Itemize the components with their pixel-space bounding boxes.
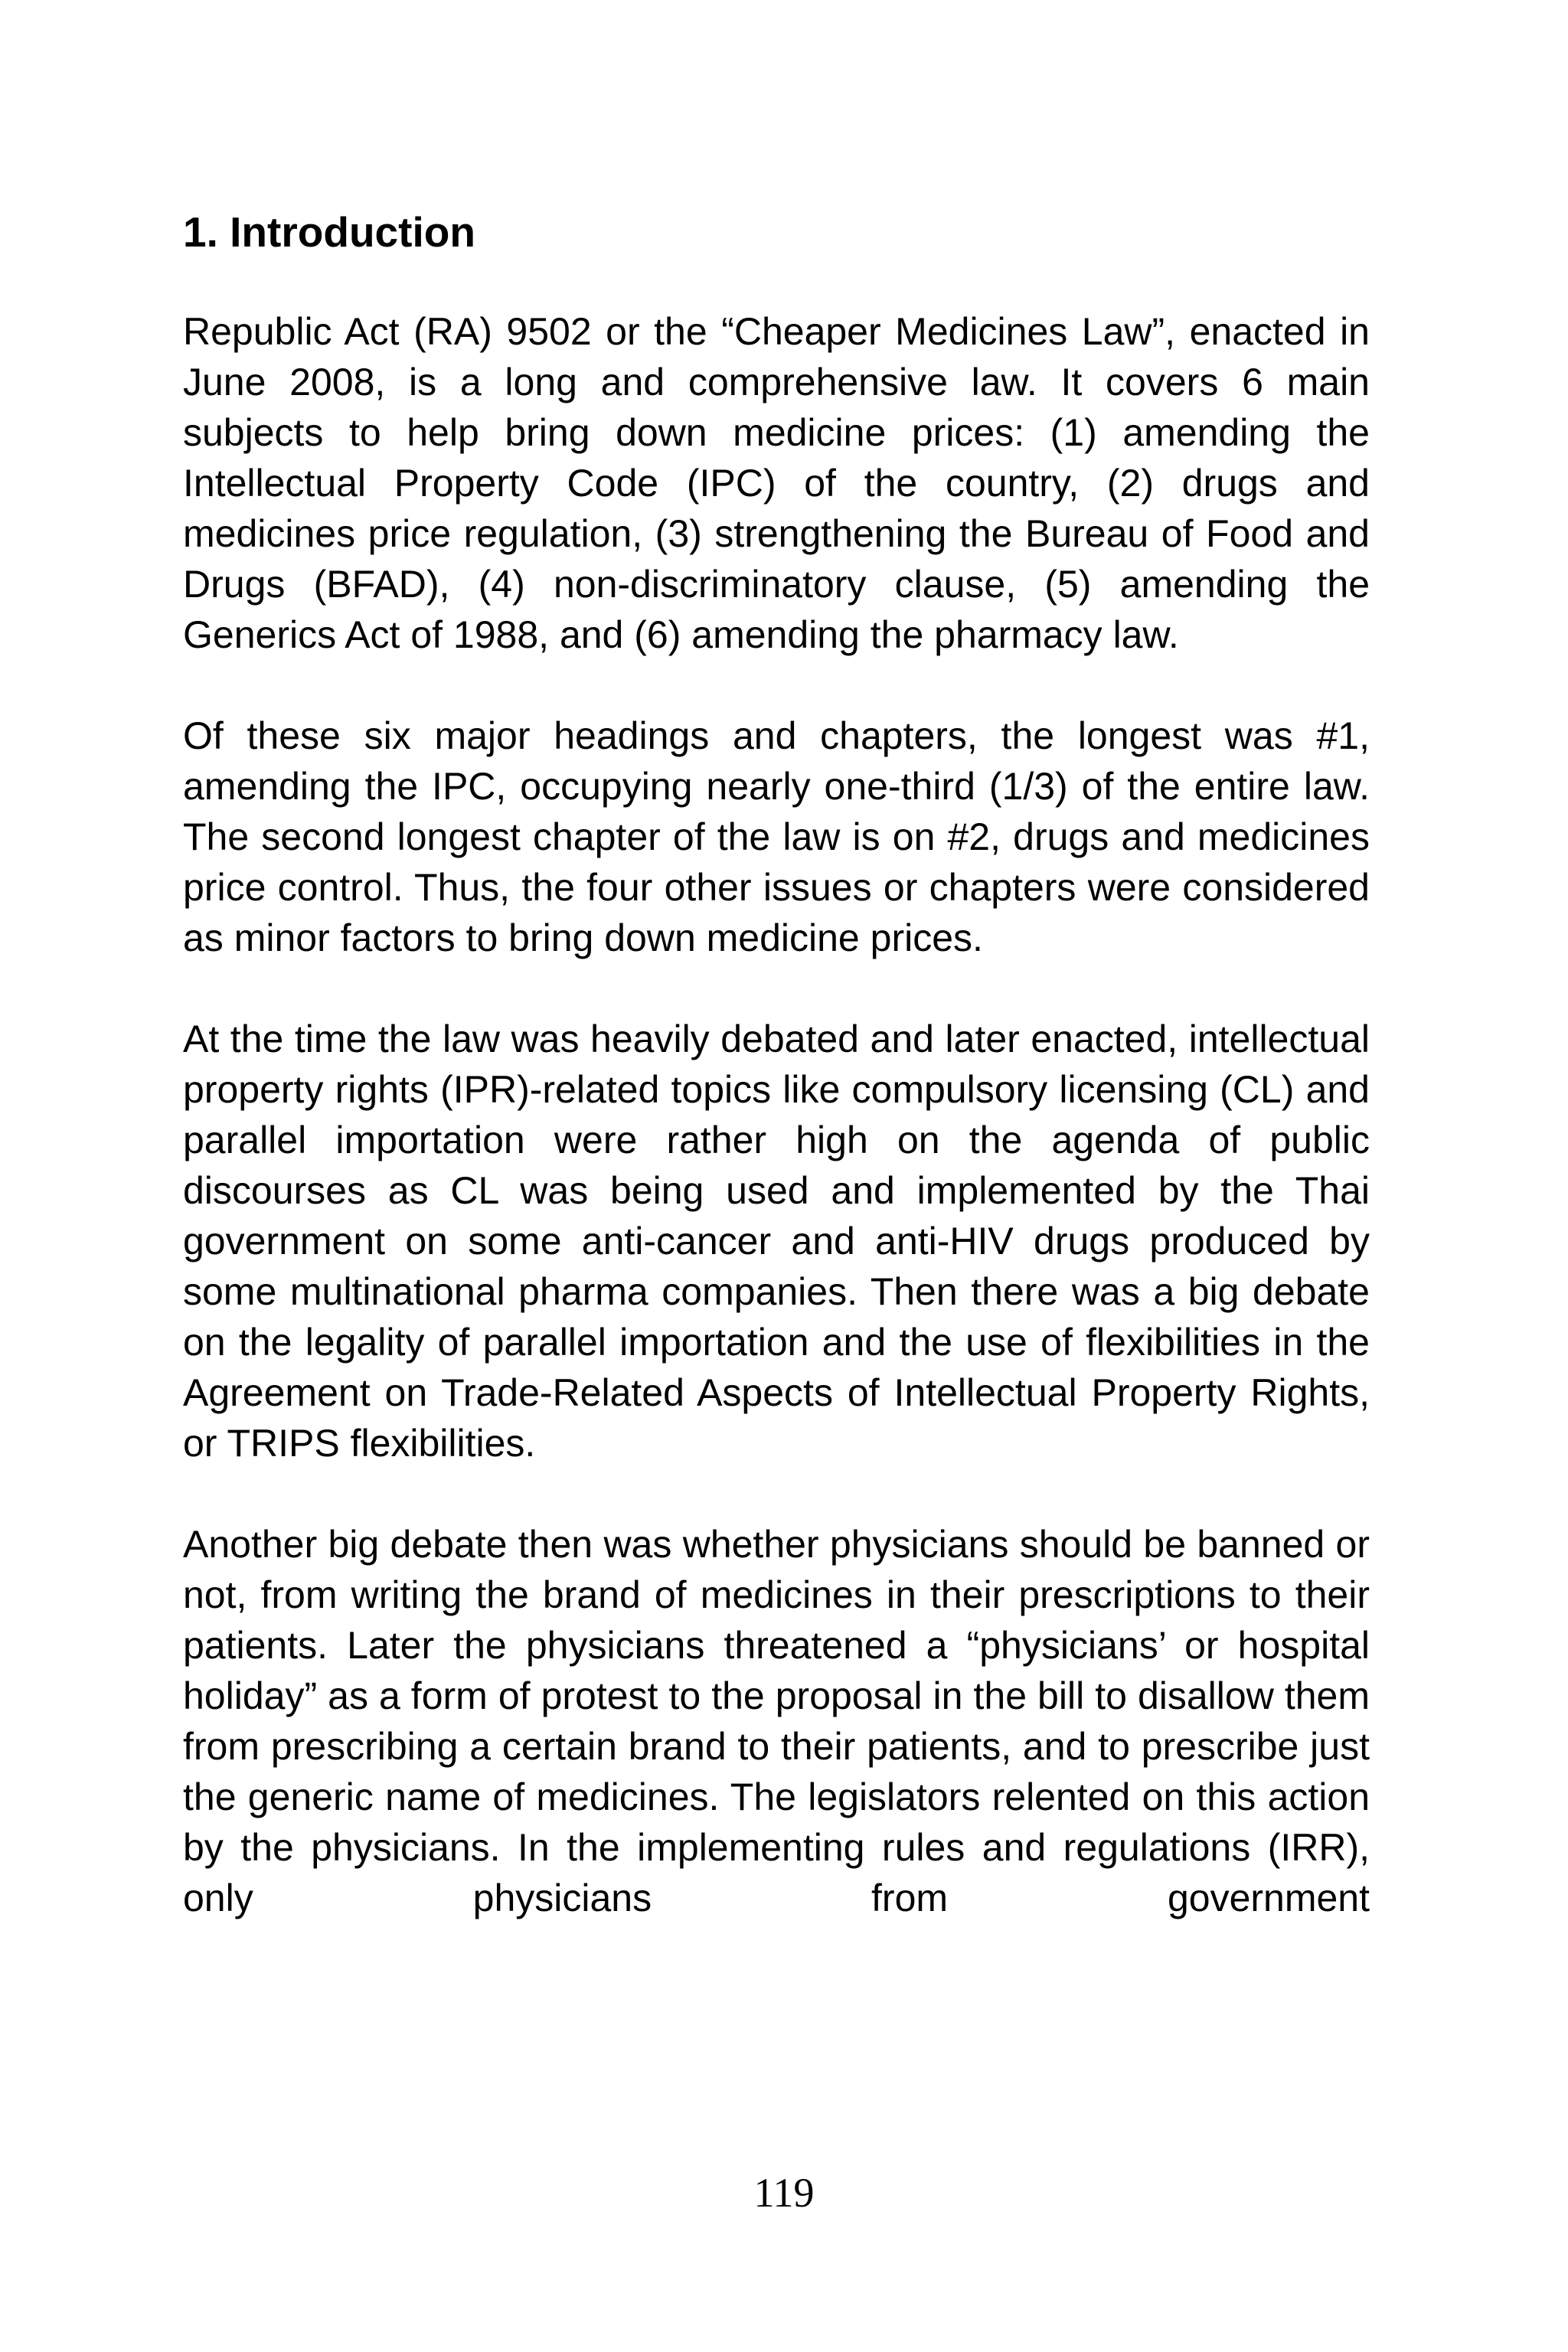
paragraph-physicians-debate: Another big debate then was whether physicians should be banned or not, from writing the brand of medicines in their prescriptions to their patients. Later the physicians threatened a “physicians’ or hospital holiday” as a form of protest to the proposal in the bill to disallow them from prescribing a certain brand to their patients, and to prescribe just the generic name of medicines. The legislators relented on this action by the physicians. In the implementing rules and regulations (IRR), only physicians from government (183, 1523, 1370, 1919)
page-number: 119 (753, 2170, 815, 2216)
paragraph-intro: Republic Act (RA) 9502 or the “Cheaper Medicines Law”, enacted in June 2008, is a long and comprehensive law. It covers 6 main subjects to help bring down medicine prices: (1) amending the Intellectual Property Code (IPC) of the country, (2) drugs and medicines price regulation, (3) strengthening the Bureau of Food and Drugs (BFAD), (4) non-discriminatory clause, (5) amending the Generics Act of 1988, and (6) amending the pharmacy law. (183, 310, 1370, 656)
section-heading: 1. Introduction (183, 208, 475, 256)
paragraph-chapters: Of these six major headings and chapters, the longest was #1, amending the IPC, occupying nearly one-third (1/3) of the entire law. The second longest chapter of the law is on #2, drugs and medicines price control. Thus, the four other issues or chapters were considered as minor factors to bring down medicine prices. (183, 714, 1370, 959)
document-page-body (183, 207, 1370, 1923)
paragraph-ipr-debate: At the time the law was heavily debated and later enacted, intellectual property rights (IPR)-related topics like compulsory licensing (CL) and parallel importation were rather high on the agenda of public discourses as CL was being used and implemented by the Thai government on some anti-cancer and anti-HIV drugs produced by some multinational pharma companies. Then there was a big debate on the legality of parallel importation and the use of flexibilities in the Agreement on Trade-Related Aspects of Intellectual Property Rights, or TRIPS flexibilities. (183, 1018, 1370, 1465)
